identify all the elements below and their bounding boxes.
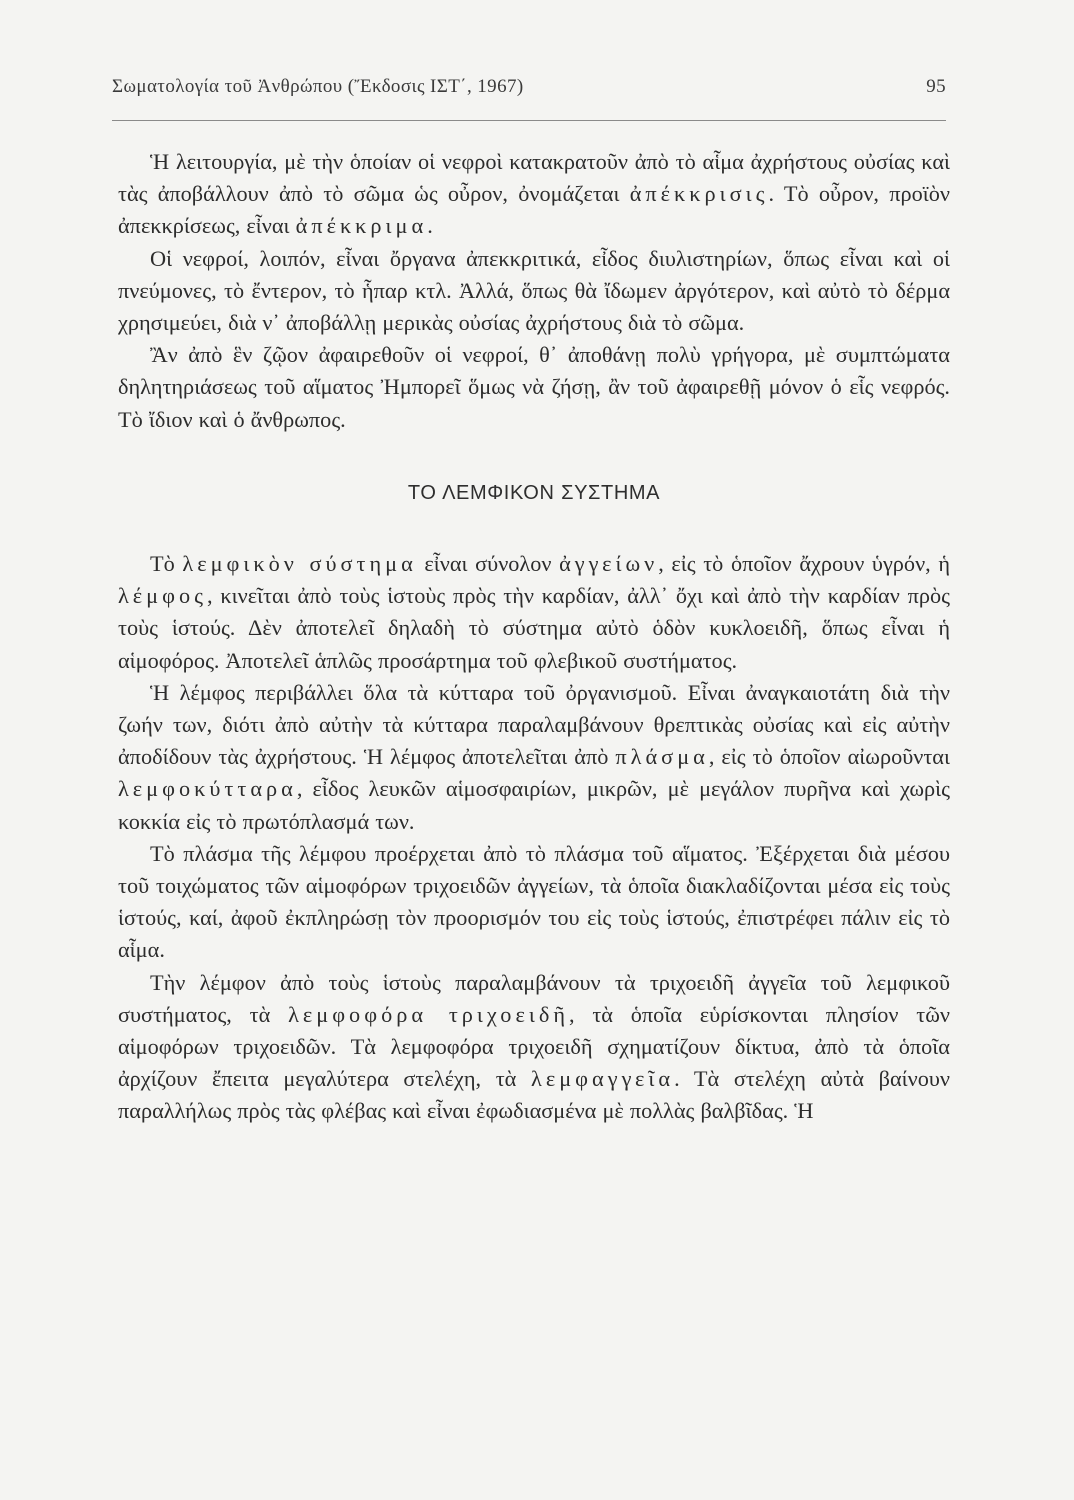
text-run: , εἰς τὸ ὁποῖον αἰωροῦνται <box>708 744 950 770</box>
paragraph-lymph-vessels <box>118 967 950 1128</box>
term-lemfokyttara: λεμφοκύτταρα <box>118 776 297 802</box>
running-title: Σωματολογία τοῦ Ἀνθρώπου (Ἔκδοσις ΙΣΤ΄, 1967) <box>112 76 524 97</box>
paragraph-excretion <box>118 146 950 243</box>
term-plasma: πλάσμα <box>615 744 709 770</box>
text-run: Ἡ λειτουργία, μὲ τὴν ὁποίαν οἱ νεφροὶ κατακρατοῦν ἀπὸ τὸ αἷμα ἀχρήστους οὐσίας καὶ τὰς ἀποβάλλουν ἀπὸ τὸ σῶμα ὡς οὖρον, ὀνομάζεται <box>118 149 950 207</box>
term-lemfikon-systima: λεμφικὸν σύστημα <box>182 551 417 577</box>
term-lemfaggeia: λεμφαγγεῖα <box>531 1066 675 1092</box>
text-run: , εἶδος λευκῶν αἱμοσφαιρίων, μικρῶν, μὲ μεγάλον πυρῆνα καὶ χωρὶς κοκκία εἰς τὸ πρωτόπλασμά των. <box>118 776 950 834</box>
body-text <box>118 146 950 1128</box>
term-lemfos: λέμφος <box>118 583 207 609</box>
term-aggeion: ἀγγείων <box>559 551 659 577</box>
text-run: . <box>427 213 433 239</box>
text-run: , τὰ ὁποῖα εὑρίσκονται πλησίον τῶν αἱμοφόρων τριχοειδῶν. Τὰ λεμφοφόρα τριχοειδῆ σχηματίζουν δίκτυα, ἀπὸ τὰ ὁποῖα ἀρχίζουν ἔπειτα μεγαλύτερα στελέχη, τὰ <box>118 1001 951 1092</box>
paragraph-lymph-system <box>118 548 950 677</box>
section-heading: ΤΟ ΛΕΜΦΙΚΟΝ ΣΥΣΤΗΜΑ <box>407 481 661 504</box>
paragraph-lymph-plasma <box>118 838 950 967</box>
text-run: Οἱ νεφροί, λοιπόν, εἶναι ὄργανα ἀπεκκριτικά, εἶδος διυλιστηρίων, ὅπως εἶναι καὶ οἱ πνεύμονες, τὸ ἔντερον, τὸ ἧπαρ κτλ. Ἀλλά, ὅπως θὰ ἴδωμεν ἀργότερον, καὶ αὐτὸ τὸ δέρμα χρησιμεύει, διὰ ν᾽ ἀποβάλλῃ μερικὰς οὐσίας ἀχρήστους διὰ τὸ σῶμα. <box>118 245 950 336</box>
text-run: Τὴν λέμφον ἀπὸ τοὺς ἱστοὺς παραλαμβάνουν τὰ τριχοειδῆ ἀγγεῖα τοῦ λεμφικοῦ συστήματος, τὰ <box>118 969 950 1027</box>
page-number: 95 <box>926 76 946 97</box>
running-header <box>112 74 946 104</box>
term-apekkrisis: ἀπέκκρισις <box>629 181 769 207</box>
text-run: , κινεῖται ἀπὸ τοὺς ἱστοὺς πρὸς τὴν καρδίαν, ἀλλ᾽ ὄχι καὶ ἀπὸ τὴν καρδίαν πρὸς τοὺς ἱστούς. Δὲν ἀποτελεῖ δηλαδὴ τὸ σύστημα αὐτὸ ὁδὸν κυκλοειδῆ, ὅπως εἶναι ἡ αἱμοφόρος. Ἀποτελεῖ ἁπλῶς προσάρτημα τοῦ φλεβικοῦ συστήματος. <box>118 583 950 673</box>
text-run: , εἰς τὸ ὁποῖον ἄχρουν ὑγρόν, ἡ <box>658 551 951 577</box>
text-run: Ἡ λέμφος περιβάλλει ὅλα τὰ κύτταρα τοῦ ὀργανισμοῦ. Εἶναι ἀναγκαιοτάτη διὰ τὴν ζωήν των, διότι ἀπὸ αὐτὴν τὰ κύτταρα παραλαμβάνουν θρεπτικὰς οὐσίας καὶ εἰς αὐτὴν ἀποδίδουν τὰς ἀχρήστους. Ἡ λέμφος ἀποτελεῖται ἀπὸ <box>118 679 950 770</box>
text-run: . Τὰ στελέχη αὐτὰ βαίνουν παραλλήλως πρὸς τὰς φλέβας καὶ εἶναι ἐφωδιασμένα μὲ πολλὰς βαλβῖδας. Ἡ <box>118 1066 951 1124</box>
term-lemfofora-trichoeidi: λεμφοφόρα τριχοειδῆ <box>288 1001 569 1027</box>
text-run: Τὸ πλάσμα τῆς λέμφου προέρχεται ἀπὸ τὸ πλάσμα τοῦ αἵματος. Ἐξέρχεται διὰ μέσου τοῦ τοιχώματος τῶν αἱμοφόρων τριχοειδῶν ἀγγείων, τὰ ὁποῖα διακλαδίζονται μέσα εἰς τοὺς ἱστούς, καί, ἀφοῦ ἐκπληρώσῃ τὸν προορισμόν του εἰς τοὺς ἱστούς, ἐπιστρέφει πάλιν εἰς τὸ αἷμα. <box>118 840 950 963</box>
term-apekkrima: ἀπέκκριμα <box>295 213 428 239</box>
text-run: Ἂν ἀπὸ ἓν ζῷον ἀφαιρεθοῦν οἱ νεφροί, θ᾽ ἀποθάνῃ πολὺ γρήγορα, μὲ συμπτώματα δηλητηριάσεως τοῦ αἵματος Ἠμπορεῖ ὅμως νὰ ζήσῃ, ἂν τοῦ ἀφαιρεθῇ μόνον ὁ εἷς νεφρός. Τὸ ἴδιον καὶ ὁ ἄνθρωπος. <box>118 342 950 432</box>
text-run: εἶναι σύνολον <box>416 551 560 577</box>
text-run: Τὸ <box>150 551 183 577</box>
paragraph-kidneys-organs <box>118 243 950 340</box>
paragraph-lymph-cells <box>118 677 950 838</box>
text-run: . Τὸ οὖρον, προϊὸν ἀπεκκρίσεως, εἶναι <box>118 181 950 239</box>
paragraph-kidney-removal <box>118 339 950 436</box>
header-rule <box>112 120 946 121</box>
